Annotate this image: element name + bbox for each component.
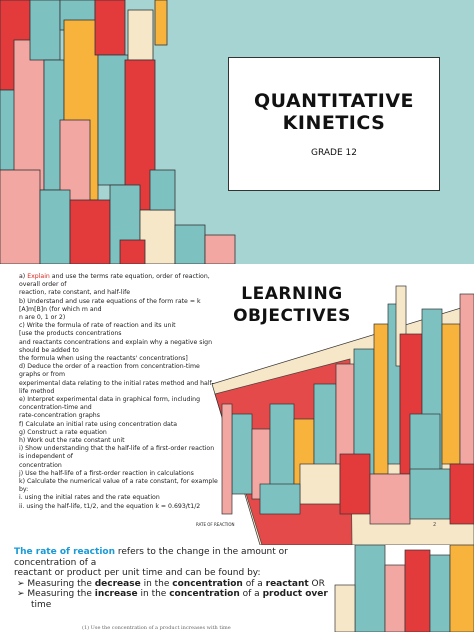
rate-intro-text: refers to the change in the amount or concentration of a — [14, 547, 288, 568]
objective-intro-prefix: a) — [19, 273, 28, 280]
heading-line-2: OBJECTIVES — [233, 306, 351, 326]
objective-line: g) Construct a rate equation — [19, 428, 107, 436]
rate-keyword: The rate of reaction — [14, 547, 115, 557]
bullet-bold: increase — [94, 589, 138, 599]
slide-title — [229, 90, 439, 134]
title-line-2: KINETICS — [282, 112, 386, 134]
objective-keyword: Explain — [27, 273, 50, 280]
objective-line: reaction, rate constant, and half-life — [19, 289, 131, 297]
title-slide — [0, 0, 474, 264]
bullet-bold: product over — [262, 589, 328, 599]
bullet-text: time — [31, 599, 52, 610]
bullet-text: Measuring the — [27, 578, 95, 589]
rate-of-reaction-slide — [0, 545, 474, 632]
objective-line: h) Work out the rate constant unit — [19, 437, 125, 445]
bullet-text: OR — [308, 578, 325, 589]
objective-line: n are 0, 1 or 2) — [19, 314, 66, 322]
objective-line: rate-concentration graphs — [19, 412, 100, 420]
learning-objectives-slide — [0, 264, 474, 545]
objective-line: e) Interpret experimental data in graphical form, including concentration-time and — [19, 396, 202, 412]
bullet-increase: ➢ Measuring the increase in the concentration of a product over time — [17, 589, 328, 610]
bullet-text: in the — [137, 589, 170, 599]
objective-line: and reactants concentrations and explain why a negative sign should be added to — [19, 338, 214, 354]
footnote: (1) Use the concentration of a product increases with time — [82, 625, 231, 631]
bullet-decrease: ➢ Measuring the decrease in the concentration of a reactant OR — [17, 578, 325, 589]
bullet-text: in the — [140, 578, 173, 589]
objective-line: d) Deduce the order of a reaction from concentration-time graphs or from — [19, 363, 202, 379]
rate-of-reaction-label: RATE OF REACTION — [196, 522, 235, 527]
bullet-bold: reactant — [265, 578, 309, 589]
heading-line-1: LEARNING — [241, 284, 343, 304]
objective-line: i) Show understanding that the half-life of a first-order reaction is independent of — [19, 445, 217, 461]
page-number: 2 — [433, 522, 437, 528]
objective-line: ii. using the half-life, t1/2, and the equation k = 0.693/t1/2 — [19, 502, 201, 510]
objective-line: k) Calculate the numerical value of a rate constant, for example by: — [19, 478, 220, 494]
objective-line: b) Understand and use rate equations of the form rate = k [A]m[B]n (for which m and — [19, 297, 203, 313]
bullet-text: of a — [239, 589, 263, 599]
objective-line: experimental data relating to the initial rates method and half-life method — [19, 379, 214, 395]
objective-intro-rest: and use the terms rate equation, order of reaction, overall order of — [19, 273, 212, 289]
objective-line: i. using the initial rates and the rate equation — [19, 494, 160, 502]
grade-label: GRADE 12 — [311, 148, 357, 158]
objective-line: f) Calculate an initial rate using concentration data — [19, 420, 178, 428]
bullet-bold: decrease — [94, 578, 141, 589]
bullet-text: Measuring the — [27, 589, 95, 599]
objective-line: j) Use the half-life of a first-order reaction in calculations — [19, 469, 194, 477]
title-box — [228, 57, 440, 191]
objective-line: the formula when using the reactants' concentrations] — [19, 355, 188, 363]
objectives-list — [19, 273, 219, 511]
objective-line: [use the products concentrations — [19, 330, 122, 338]
objective-line: c) Write the formula of rate of reaction and its unit — [19, 322, 176, 330]
rate-definition — [14, 547, 334, 610]
objective-line: concentration — [19, 461, 62, 469]
bullet-text: of a — [242, 578, 266, 589]
rate-intro-line-2: reactant or product per unit time and can be found by: — [14, 568, 261, 578]
title-line-1: QUANTITATIVE — [253, 90, 415, 112]
learning-objectives-heading — [222, 283, 362, 327]
bullet-bold: concentration — [169, 589, 240, 599]
bullet-bold: concentration — [172, 578, 243, 589]
